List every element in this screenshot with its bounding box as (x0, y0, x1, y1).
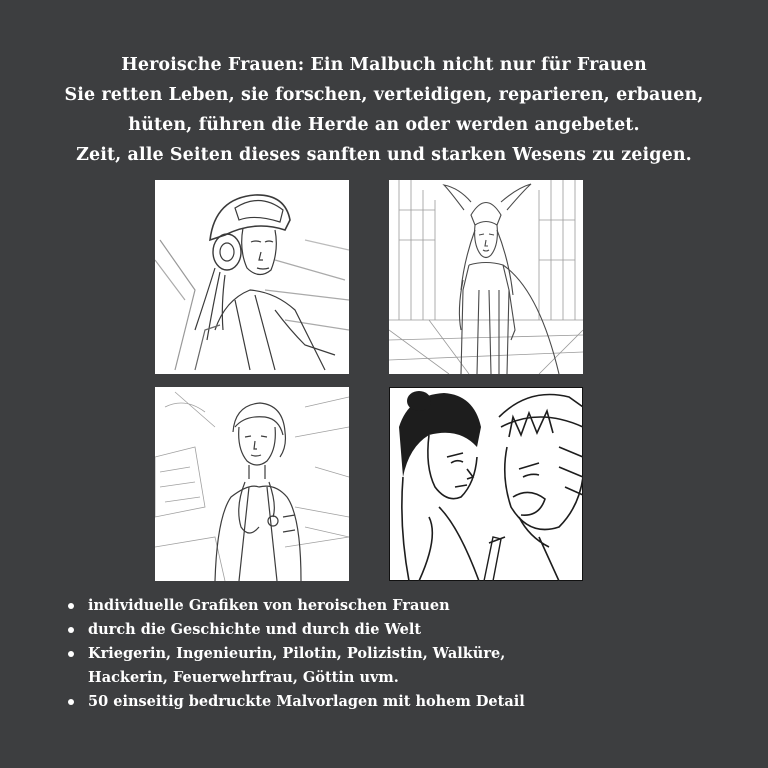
feature-text: Kriegerin, Ingenieurin, Pilotin, Polizistin, Walküre, (88, 645, 506, 662)
list-item (64, 618, 744, 642)
headline-line-2: Sie retten Leben, sie forschen, verteidigen, reparieren, erbauen, (64, 85, 704, 105)
feature-text: 50 einseitig bedruckte Malvorlagen mit hohem Detail (88, 693, 525, 710)
doctor-sketch (155, 387, 349, 581)
bullet-icon (68, 627, 74, 633)
feature-list (64, 594, 744, 714)
pilot-sketch (155, 180, 349, 374)
feature-text: individuelle Grafiken von heroischen Frauen (88, 597, 450, 614)
list-item (64, 594, 744, 618)
feature-text-continued: Hackerin, Feuerwehrfrau, Göttin uvm. (88, 669, 399, 686)
bullet-icon (68, 651, 74, 657)
illustration-pilot (155, 180, 349, 374)
illustration-samurai (389, 387, 583, 581)
samurai-sketch (389, 387, 583, 581)
list-item (64, 642, 744, 690)
goddess-sketch (389, 180, 583, 374)
bullet-icon (68, 699, 74, 705)
headline (0, 50, 768, 170)
bullet-icon (68, 603, 74, 609)
headline-line-4: Zeit, alle Seiten dieses sanften und starken Wesens zu zeigen. (76, 145, 692, 165)
list-item (64, 690, 744, 714)
feature-text: durch die Geschichte und durch die Welt (88, 621, 422, 638)
headline-line-3: hüten, führen die Herde an oder werden angebetet. (128, 115, 640, 135)
illustration-doctor (155, 387, 349, 581)
headline-line-1: Heroische Frauen: Ein Malbuch nicht nur für Frauen (121, 55, 647, 75)
illustration-goddess (389, 180, 583, 374)
